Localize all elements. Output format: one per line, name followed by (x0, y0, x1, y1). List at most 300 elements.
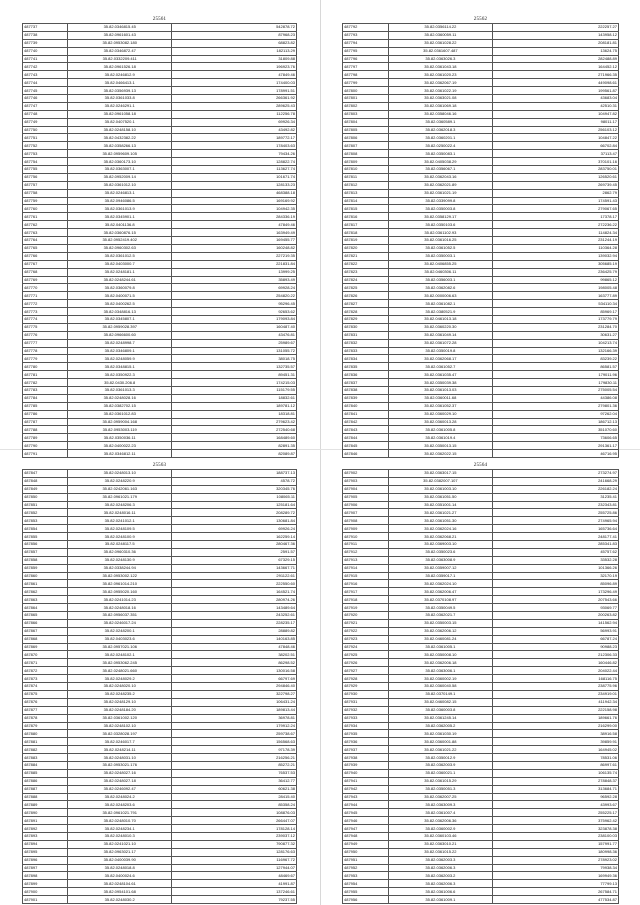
amount-cell: 160487.40 (172, 323, 297, 331)
amount-cell: 212306.33 (493, 651, 619, 659)
row-id-cell: 487823 (343, 268, 389, 276)
row-id-cell: 487763 (23, 229, 68, 237)
table-row (343, 675, 619, 683)
code-cell: 35.82.0248059.9 (68, 355, 172, 363)
row-id-cell: 487742 (23, 63, 68, 71)
amount-cell: 104847.22 (493, 134, 619, 142)
table-row (343, 667, 619, 675)
amount-cell: 36412.77 (172, 777, 297, 785)
row-id-cell: 487753 (23, 150, 68, 158)
amount-cell: 272540.68 (172, 426, 297, 434)
table-row (23, 126, 297, 134)
table-row (343, 643, 619, 651)
amount-cell: 169949.36 (493, 872, 619, 880)
code-cell: 35.82.0360003.8 (388, 706, 492, 714)
code-cell: 35.82.0362006.3 (388, 864, 492, 872)
row-id-cell: 487804 (343, 118, 389, 126)
row-id-cell: 487898 (23, 872, 68, 880)
amount-cell: 313684.71 (493, 785, 619, 793)
amount-cell: 196923.76 (172, 63, 297, 71)
row-id-cell: 487947 (343, 825, 389, 833)
code-cell: 35.82.0350049.5 (388, 604, 492, 612)
table-row (343, 142, 619, 150)
row-id-cell: 487950 (343, 848, 389, 856)
row-id-cell: 487883 (23, 754, 68, 762)
table-row (343, 166, 619, 174)
row-id-cell: 487875 (23, 690, 68, 698)
row-id-cell: 487760 (23, 205, 68, 213)
code-cell: 35.82.0363010.21 (388, 840, 492, 848)
row-id-cell: 487818 (343, 229, 389, 237)
row-id-cell: 487802 (343, 102, 389, 110)
table-row (23, 110, 297, 118)
row-id-cell: 487892 (23, 825, 68, 833)
table-row (343, 24, 619, 32)
code-cell: 35.82.0946086.5 (68, 197, 172, 205)
amount-cell: 73606.65 (493, 434, 619, 442)
table-row (23, 181, 297, 189)
amount-cell: 47848.46 (172, 643, 297, 651)
code-cell: 35.82.0248018.8 (68, 864, 172, 872)
code-cell: 35.82.0248102.1 (68, 651, 172, 659)
code-cell: 35.82.0241012.1 (68, 517, 172, 525)
amount-cell: 280467.36 (172, 541, 297, 549)
table-row (23, 158, 297, 166)
row-id-cell: 487827 (343, 300, 389, 308)
code-cell: 35.82.0959028.397 (68, 323, 172, 331)
row-id-cell: 487915 (343, 572, 389, 580)
row-id-cell: 487929 (343, 683, 389, 691)
table-row (23, 572, 297, 580)
table-row (343, 888, 619, 896)
amount-cell: 25989.67 (172, 339, 297, 347)
row-id-cell: 487758 (23, 189, 68, 197)
table-row (23, 213, 297, 221)
table-row (343, 315, 619, 323)
amount-cell: 174591.43 (493, 197, 619, 205)
row-id-cell: 487740 (23, 47, 68, 55)
table-row (23, 809, 297, 817)
table-row (23, 651, 297, 659)
row-id-cell: 487833 (343, 347, 389, 355)
table-row (23, 683, 297, 691)
row-id-cell: 487858 (23, 556, 68, 564)
code-cell: 35.82.0400039.90 (68, 856, 172, 864)
table-row (343, 39, 619, 47)
amount-cell: 542878.72 (172, 24, 297, 32)
amount-cell: 66787.24 (493, 635, 619, 643)
table-row (23, 722, 297, 730)
code-cell: 35.82.0350003.1 (388, 252, 492, 260)
code-cell: 35.82.0248129.10 (68, 698, 172, 706)
amount-cell: 320345.76 (172, 485, 297, 493)
table-row (343, 426, 619, 434)
amount-cell: 69926.34 (172, 118, 297, 126)
code-cell: 35.82.0361002.120 (68, 714, 172, 722)
code-cell: 35.82.0954101.68 (68, 888, 172, 896)
row-id-cell: 487738 (23, 31, 68, 39)
code-cell: 35.82.0358046.16 (388, 110, 492, 118)
row-id-cell: 487778 (23, 347, 68, 355)
code-cell: 35.82.0961021.791 (68, 809, 172, 817)
table-row (23, 777, 297, 785)
code-cell: 35.82.0361013.3 (68, 386, 172, 394)
code-cell: 35.82.0361021.22 (388, 746, 492, 754)
row-id-cell: 487764 (23, 237, 68, 245)
data-table (342, 469, 619, 904)
code-cell: 35.82.0248010.70 (68, 817, 172, 825)
amount-cell: 248177.41 (493, 533, 619, 541)
table-row (343, 173, 619, 181)
table-row (23, 738, 297, 746)
code-cell: 35.82.0248214.11 (68, 746, 172, 754)
code-cell: 35.82.0361030.19 (388, 730, 492, 738)
amount-cell: 256103.12 (493, 126, 619, 134)
amount-cell: 243252.61 (172, 612, 297, 620)
code-cell: 35.82.0248109.5 (68, 525, 172, 533)
code-cell: 35.82.0360220.30 (388, 323, 492, 331)
amount-cell: 178991.51 (172, 87, 297, 95)
row-id-cell: 487813 (343, 189, 389, 197)
code-cell: 35.82.0248102.10 (68, 722, 172, 730)
row-id-cell: 487747 (23, 102, 68, 110)
table-row (23, 643, 297, 651)
table-row (343, 284, 619, 292)
table-row (23, 244, 297, 252)
amount-cell: 199561.87 (493, 87, 619, 95)
table-row (23, 533, 297, 541)
table-row (343, 470, 619, 478)
amount-cell: 204022.44 (493, 667, 619, 675)
code-cell: 35.82.0362005.2 (388, 722, 492, 730)
amount-cell: 173296.49 (493, 588, 619, 596)
table-row (23, 150, 297, 158)
table-row (23, 556, 297, 564)
amount-cell: 95296.45 (172, 300, 297, 308)
row-id-cell: 487879 (23, 722, 68, 730)
row-id-cell: 487943 (343, 793, 389, 801)
code-cell: 35.82.0362024.10 (388, 580, 492, 588)
row-id-cell: 487874 (23, 683, 68, 691)
row-id-cell: 487817 (343, 221, 389, 229)
row-id-cell: 487894 (23, 840, 68, 848)
code-cell: 35.82.0461013.18 (388, 315, 492, 323)
code-cell: 35.82.0362006.47 (388, 588, 492, 596)
table-row (343, 244, 619, 252)
table-row (343, 95, 619, 103)
row-id-cell: 487836 (343, 371, 389, 379)
code-cell: 35.82.0362068.21 (388, 533, 492, 541)
amount-cell: 351070.60 (493, 426, 619, 434)
code-cell: 35.82.0362043.16 (388, 173, 492, 181)
row-id-cell: 487919 (343, 604, 389, 612)
code-cell: 35.82.0460081.24 (388, 635, 492, 643)
amount-cell: 101671.74 (172, 173, 297, 181)
amount-cell: 163777.89 (493, 292, 619, 300)
code-cell: 35.82.0346815.45 (68, 24, 172, 32)
row-id-cell: 487951 (343, 856, 389, 864)
table-row (343, 347, 619, 355)
table-row (343, 268, 619, 276)
row-id-cell: 487942 (343, 785, 389, 793)
amount-cell: 101366.26 (493, 564, 619, 572)
code-cell: 35.82.0248016.11 (68, 509, 172, 517)
code-cell: 35.82.0370108.97 (388, 596, 492, 604)
code-cell: 35.82.0248018.16 (68, 604, 172, 612)
table-row (343, 386, 619, 394)
row-id-cell: 487841 (343, 410, 389, 418)
row-id-cell: 487893 (23, 832, 68, 840)
row-id-cell: 487845 (343, 442, 389, 450)
code-cell: 35.82.0246291.1 (68, 102, 172, 110)
code-cell: 35.82.0246017.24 (68, 619, 172, 627)
amount-cell: 279067.65 (493, 205, 619, 213)
table-row (343, 442, 619, 450)
table-row (343, 118, 619, 126)
table-row (343, 221, 619, 229)
table-row (343, 379, 619, 387)
code-cell: 35.82.0248021.660 (68, 667, 172, 675)
table-row (343, 197, 619, 205)
row-id-cell: 487871 (23, 659, 68, 667)
code-cell: 35.82.0345807.1 (68, 315, 172, 323)
table-row (23, 363, 297, 371)
amount-cell: 97262.04 (493, 410, 619, 418)
code-cell: 35.82.0361005.8 (388, 426, 492, 434)
amount-cell: 790877.32 (172, 840, 297, 848)
row-id-cell: 487854 (23, 525, 68, 533)
row-id-cell: 487887 (23, 785, 68, 793)
code-cell: 35.82.0963021.17 (68, 848, 172, 856)
row-id-cell: 487806 (343, 134, 389, 142)
amount-cell: 188737.13 (172, 470, 297, 478)
code-cell: 35.82.0360201.1 (388, 134, 492, 142)
amount-cell: 182113.29 (172, 47, 297, 55)
row-id-cell: 487749 (23, 118, 68, 126)
code-cell: 35.82.0350051.3 (388, 785, 492, 793)
row-id-cell: 487863 (23, 596, 68, 604)
code-cell: 35.82.0362007.25 (388, 793, 492, 801)
amount-cell: 157991.77 (493, 840, 619, 848)
row-id-cell: 487819 (343, 237, 389, 245)
amount-cell: 104942.35 (172, 205, 297, 213)
row-id-cell: 487896 (23, 856, 68, 864)
code-cell: 35.82.0363017.15 (388, 470, 492, 478)
code-cell: 35.82.0361245.14 (388, 714, 492, 722)
code-cell: 35.82.0248158.10 (68, 126, 172, 134)
amount-cell: 113627.74 (172, 166, 297, 174)
code-cell: 35.82.0430.206.8 (68, 379, 172, 387)
row-id-cell: 487928 (343, 675, 389, 683)
amount-cell: 411942.34 (493, 698, 619, 706)
row-id-cell: 487939 (343, 761, 389, 769)
amount-cell: 165736.64 (493, 525, 619, 533)
row-id-cell: 487787 (23, 418, 68, 426)
table-row (23, 619, 297, 627)
amount-cell: 305685.19 (493, 260, 619, 268)
amount-cell: 32170.19 (493, 572, 619, 580)
amount-cell: 2591.57 (172, 548, 297, 556)
code-cell: 35.82.0361013.9 (68, 205, 172, 213)
amount-cell: 228235.17 (172, 619, 297, 627)
code-cell: 35.82.0350023.6 (388, 548, 492, 556)
table-row (343, 659, 619, 667)
row-id-cell: 487830 (343, 323, 389, 331)
amount-cell: 37113.47 (493, 150, 619, 158)
row-id-cell: 487754 (23, 158, 68, 166)
amount-cell: 254820.22 (172, 292, 297, 300)
row-id-cell: 487906 (343, 501, 389, 509)
row-id-cell: 487880 (23, 730, 68, 738)
row-id-cell: 487834 (343, 355, 389, 363)
row-id-cell: 487809 (343, 158, 389, 166)
row-id-cell: 487941 (343, 777, 389, 785)
row-id-cell: 487762 (23, 221, 68, 229)
table-row (343, 308, 619, 316)
amount-cell: 78531.06 (493, 754, 619, 762)
table-row (343, 722, 619, 730)
amount-cell: 375962.42 (493, 817, 619, 825)
code-cell: 35.82.0350103.6 (388, 221, 492, 229)
code-cell: 35.82.0361012.5 (68, 252, 172, 260)
amount-cell: 79434.26 (172, 150, 297, 158)
code-cell: 35.82.0248020.10 (68, 683, 172, 691)
code-cell: 35.82.0359007.12 (388, 564, 492, 572)
table-row (23, 229, 297, 237)
table-row (23, 501, 297, 509)
amount-cell: 534110.34 (493, 300, 619, 308)
code-cell: 35.82.0361013.03 (388, 386, 492, 394)
row-id-cell: 487891 (23, 817, 68, 825)
table-row (23, 134, 297, 142)
code-cell: 35.82.0362003.9 (388, 761, 492, 769)
amount-cell: 227219.35 (172, 252, 297, 260)
row-id-cell: 487908 (343, 517, 389, 525)
amount-cell: 106135.74 (493, 769, 619, 777)
row-id-cell: 487916 (343, 580, 389, 588)
row-id-cell: 487839 (343, 394, 389, 402)
table-row (343, 102, 619, 110)
row-id-cell: 487814 (343, 197, 389, 205)
code-cell: 35.82.0350012.9 (388, 754, 492, 762)
row-id-cell: 487774 (23, 315, 68, 323)
row-id-cell: 487793 (343, 31, 389, 39)
amount-cell: 93069.77 (493, 604, 619, 612)
code-cell: 35.82.0953021.176 (68, 761, 172, 769)
row-id-cell: 487843 (343, 426, 389, 434)
amount-cell: 168116.75 (493, 675, 619, 683)
amount-cell: 13624.75 (493, 47, 619, 55)
page-sheet (22, 17, 297, 458)
amount-cell: 179011.96 (493, 371, 619, 379)
amount-cell: 4578.72 (172, 477, 297, 485)
amount-cell: 164521.74 (172, 588, 297, 596)
amount-cell: 38018.75 (172, 355, 297, 363)
row-id-cell: 487903 (343, 477, 389, 485)
table-row (343, 840, 619, 848)
code-cell: 35.82.0956037.351 (68, 612, 172, 620)
amount-cell: 222550.60 (172, 580, 297, 588)
row-id-cell: 487946 (343, 817, 389, 825)
page-header-title: 25562 (473, 17, 488, 22)
row-id-cell: 487780 (23, 363, 68, 371)
table-row (23, 300, 297, 308)
code-cell: 35.82.0961021.179 (68, 493, 172, 501)
code-cell: 35.82.0346809.1 (68, 347, 172, 355)
amount-cell: 108876.03 (172, 809, 297, 817)
row-id-cell: 487902 (343, 470, 389, 478)
table-row (23, 840, 297, 848)
table-row (23, 386, 297, 394)
amount-cell: 266361.92 (172, 95, 297, 103)
table-row (343, 394, 619, 402)
row-id-cell: 487771 (23, 292, 68, 300)
table-row (343, 683, 619, 691)
amount-cell: 279801.36 (493, 402, 619, 410)
row-id-cell: 487914 (343, 564, 389, 572)
code-cell: 35.82.0350036.11 (68, 434, 172, 442)
row-id-cell: 487801 (343, 95, 389, 103)
amount-cell: 30631.27 (493, 331, 619, 339)
table-row (343, 698, 619, 706)
amount-cell: 162259.14 (172, 533, 297, 541)
table-row (23, 142, 297, 150)
table-row (23, 166, 297, 174)
table-row (23, 730, 297, 738)
table-row (343, 71, 619, 79)
row-id-cell: 487866 (23, 619, 68, 627)
table-row (23, 612, 297, 620)
row-id-cell: 487811 (343, 173, 389, 181)
row-id-cell: 487768 (23, 268, 68, 276)
code-cell: 35.82.0363008.9 (388, 556, 492, 564)
row-id-cell: 487767 (23, 260, 68, 268)
code-cell: 35.82.0952419.402 (68, 237, 172, 245)
amount-cell: 18832.61 (172, 394, 297, 402)
amount-cell: 97178.39 (172, 746, 297, 754)
code-cell: 35.82.0361052.5 (388, 244, 492, 252)
code-cell: 35.82.0360103.46 (388, 832, 492, 840)
table-row (343, 158, 619, 166)
row-id-cell: 487905 (343, 493, 389, 501)
code-cell: 35.82.0350003.15 (388, 619, 492, 627)
row-id-cell: 487932 (343, 706, 389, 714)
amount-cell: 160248.82 (172, 244, 297, 252)
code-cell: 35.82.0350039.38 (388, 379, 492, 387)
row-id-cell: 487952 (343, 864, 389, 872)
amount-cell: 259738.67 (172, 730, 297, 738)
table-row (343, 793, 619, 801)
code-cell: 35.82.0242061.163 (68, 485, 172, 493)
amount-cell: 143667.71 (172, 564, 297, 572)
row-id-cell: 487876 (23, 698, 68, 706)
code-cell: 35.82.0248104.61 (68, 880, 172, 888)
table-row (23, 801, 297, 809)
code-cell: 35.82.0361052.7 (388, 363, 492, 371)
table-row (23, 197, 297, 205)
row-id-cell: 487777 (23, 339, 68, 347)
code-cell: 35.82.0407520.1 (68, 118, 172, 126)
row-id-cell: 487791 (23, 450, 68, 458)
amount-cell: 370101.16 (493, 158, 619, 166)
code-cell: 35.82.0362006.3 (388, 880, 492, 888)
table-row (343, 79, 619, 87)
code-cell: 35.82.0248028.16 (68, 394, 172, 402)
amount-cell: 132735.57 (172, 363, 297, 371)
amount-cell: 178128.14 (172, 825, 297, 833)
code-cell: 35.82.0248220.9 (68, 477, 172, 485)
table-row (343, 410, 619, 418)
